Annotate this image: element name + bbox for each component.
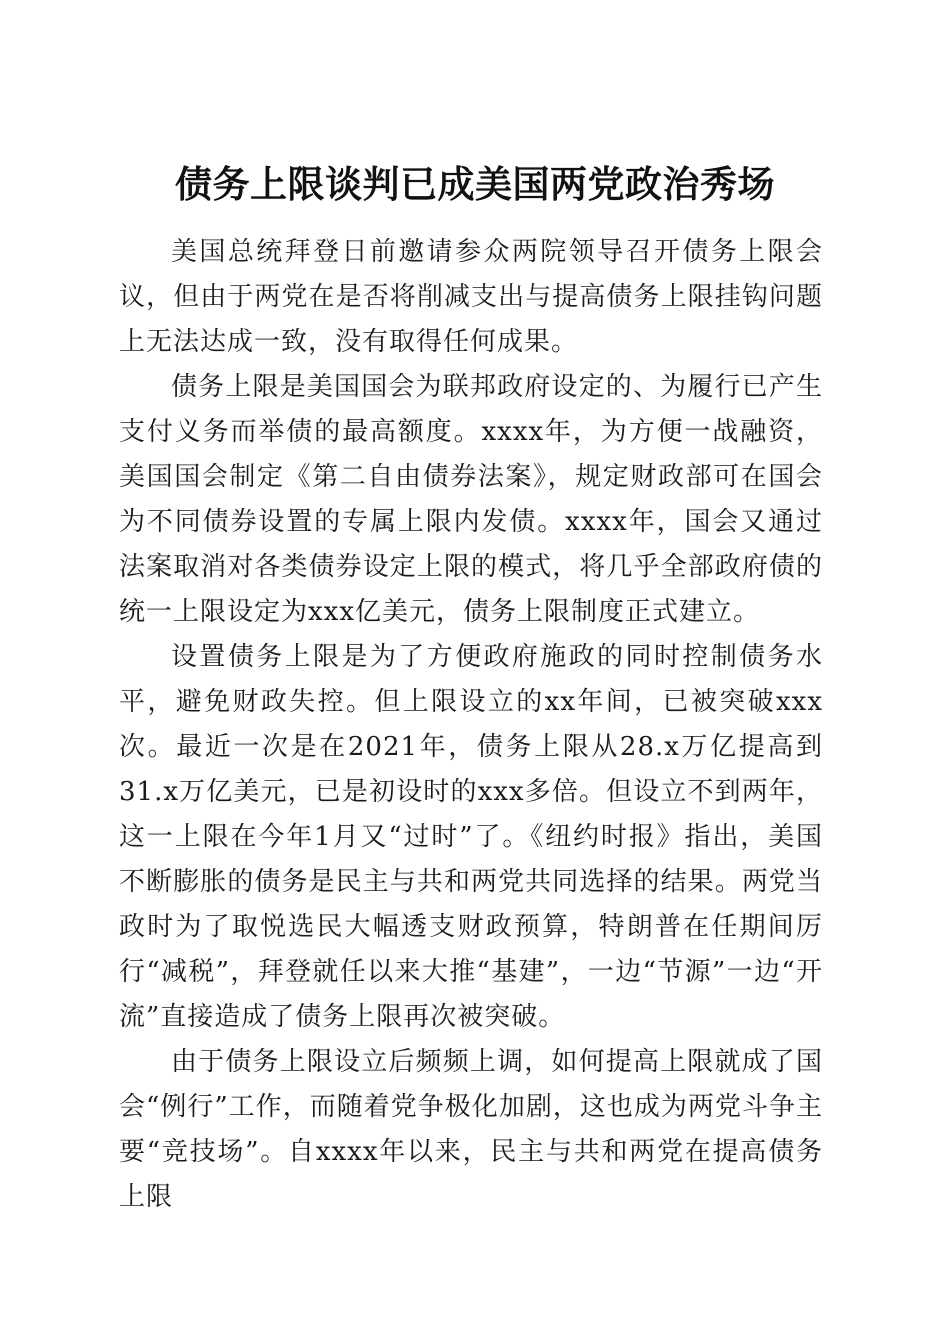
- paragraph: 美国总统拜登日前邀请参众两院领导召开债务上限会议，但由于两党在是否将削减支出与提高债务上限挂钩问题上无法达成一致，没有取得任何成果。: [119, 237, 823, 357]
- document-body: [119, 230, 823, 1220]
- paragraph: 设置债务上限是为了方便政府施政的同时控制债务水平，避免财政失控。但上限设立的xx年间，已被突破xxx次。最近一次是在2021年，债务上限从28.x万亿提高到31.x万亿美元，已是初设时的xxx多倍。但设立不到两年，这一上限在今年1月又“过时”了。《纽约时报》指出，美国不断膨胀的债务是民主与共和两党共同选择的结果。两党当政时为了取悦选民大幅透支财政预算，特朗普在任期间厉行“减税”，拜登就任以来大推“基建”，一边“节源”一边“开流”直接造成了债务上限再次被突破。: [119, 642, 823, 1032]
- paragraph: 由于债务上限设立后频频上调，如何提高上限就成了国会“例行”工作，而随着党争极化加剧，这也成为两党斗争主要“竞技场”。自xxxx年以来，民主与共和两党在提高债务上限: [119, 1047, 823, 1212]
- paragraph: 债务上限是美国国会为联邦政府设定的、为履行已产生支付义务而举债的最高额度。xxxx年，为方便一战融资，美国国会制定《第二自由债券法案》，规定财政部可在国会为不同债券设置的专属上限内发债。xxxx年，国会又通过法案取消对各类债券设定上限的模式，将几乎全部政府债的统一上限设定为xxx亿美元，债务上限制度正式建立。: [119, 372, 823, 627]
- document-title: 债务上限谈判已成美国两党政治秀场: [175, 161, 775, 206]
